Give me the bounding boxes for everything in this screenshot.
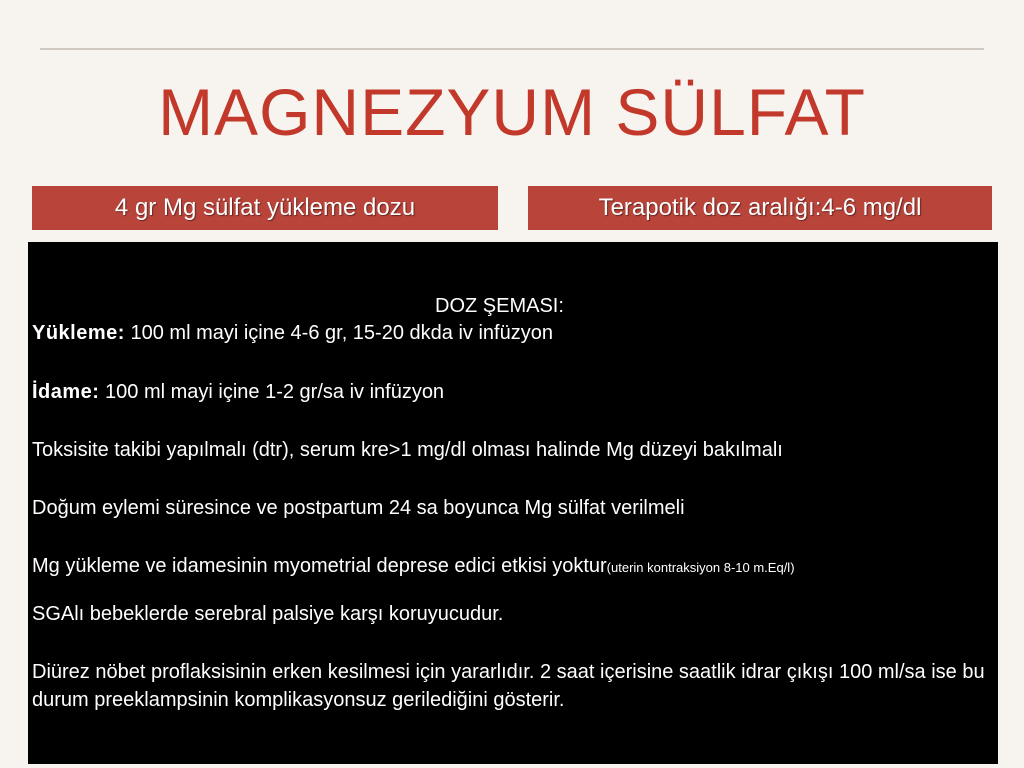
loading-dose-banner: 4 gr Mg sülfat yükleme dozu (32, 186, 498, 230)
loading-line (32, 322, 553, 345)
diuresis-paragraph: Diürez nöbet proflaksisinin erken kesilmesi için yararlıdır. 2 saat içerisine saatlik idrar çıkışı 100 ml/sa ise bu durum preeklampsinin komplikasyonsuz gerilediğini gösterir. (32, 661, 985, 711)
loading-text: 100 ml mayi içine 4-6 gr, 15-20 dkda iv infüzyon (124, 322, 553, 344)
slide-title: MAGNEZYUM SÜLFAT (158, 75, 866, 149)
toxicity-line: Toksisite takibi yapılmalı (dtr), serum kre>1 mg/dl olması halinde Mg düzeyi bakılmalı (32, 439, 783, 461)
therapeutic-range-banner: Terapotik doz aralığı:4-6 mg/dl (528, 186, 992, 230)
sga-line: SGAlı bebeklerde serebral palsiye karşı koruyucudur. (32, 603, 504, 625)
myometrial-line (32, 555, 795, 578)
maintenance-label: İdame: (32, 381, 100, 403)
maintenance-text: 100 ml mayi içine 1-2 gr/sa iv infüzyon (99, 381, 445, 403)
uterine-contraction-note: (uterin kontraksiyon 8-10 m.Eq/l) (606, 560, 795, 575)
loading-label: Yükleme: (32, 322, 125, 344)
labor-line: Doğum eylemi süresince ve postpartum 24 sa boyunca Mg sülfat verilmeli (32, 497, 685, 519)
top-divider (40, 48, 984, 50)
dose-scheme-panel (28, 242, 998, 764)
dose-scheme-heading: DOZ ŞEMASI: (435, 295, 564, 317)
myometrial-text: Mg yükleme ve idamesinin myometrial deprese edici etkisi yoktur (32, 555, 607, 577)
maintenance-line (32, 381, 444, 404)
